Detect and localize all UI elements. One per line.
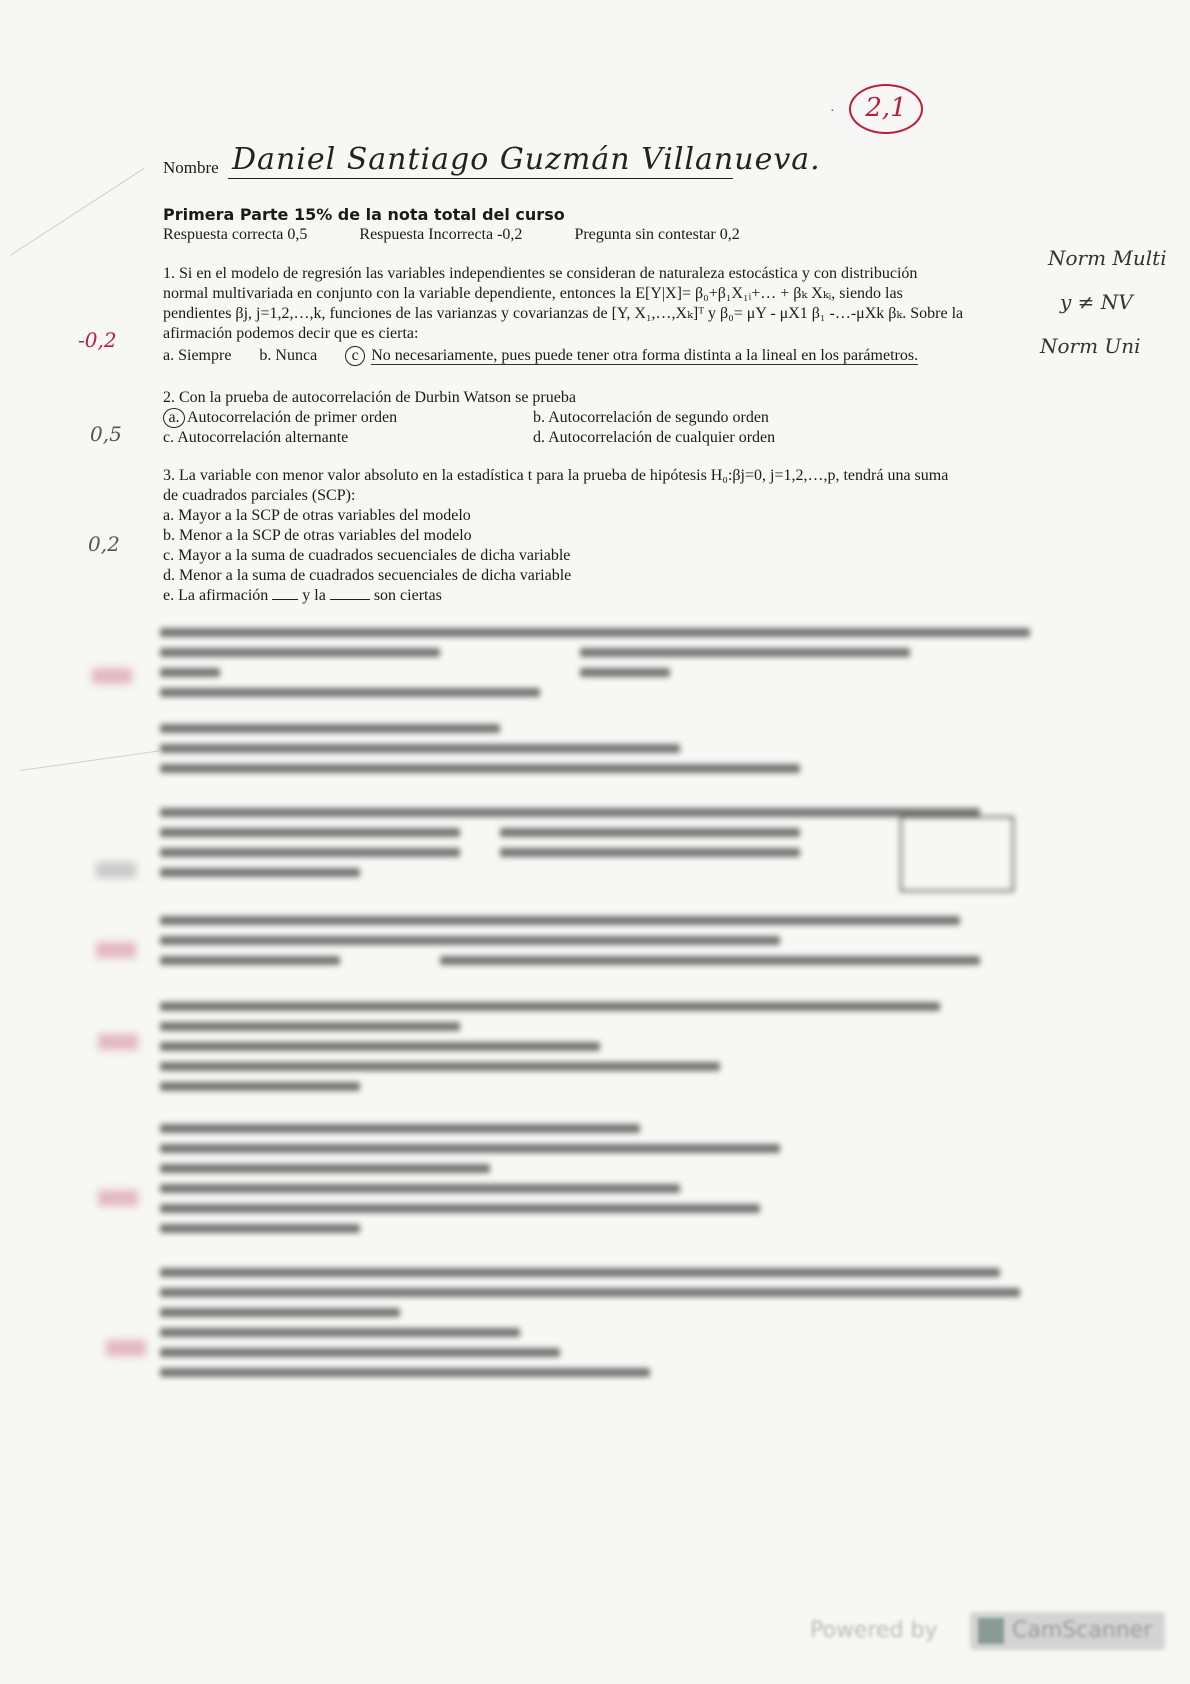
blur-line (160, 808, 980, 817)
annotation-norm-uni: Norm Uni (1040, 334, 1141, 358)
blur-line (160, 956, 340, 965)
blur-line (160, 1082, 360, 1091)
blur-line (160, 1204, 760, 1213)
blur-line (160, 628, 1030, 637)
blur-line (160, 1042, 600, 1051)
section-title: Primera Parte 15% de la nota total del curso (163, 205, 565, 224)
annotation-middle: y ≠ NV (1060, 290, 1133, 314)
question-1 (163, 264, 1043, 366)
q2-option-b[interactable]: b. Autocorrelación de segundo orden (533, 409, 769, 426)
blur-line (160, 1184, 680, 1193)
q2-options-row-1 (163, 408, 1043, 428)
blur-line (160, 1002, 940, 1011)
q3-option-c[interactable]: c. Mayor a la suma de cuadrados secuenciales de dicha variable (163, 547, 571, 564)
blur-line (160, 1268, 1000, 1277)
name-label: Nombre (163, 158, 219, 177)
blur-line (160, 828, 460, 837)
q1-option-c[interactable] (345, 346, 918, 366)
selected-answer-circle: a. (163, 408, 185, 428)
blur-line (160, 1022, 460, 1031)
question-3 (163, 466, 1043, 606)
blur-line (160, 1062, 720, 1071)
blurred-grade-mark (106, 1340, 146, 1356)
blur-line (160, 1328, 520, 1337)
q1-option-a[interactable]: a. Siempre (163, 347, 232, 364)
blurred-grade-mark (98, 1034, 138, 1050)
q2-options-row-2 (163, 428, 1043, 448)
q3-option-e-part-2: y la (302, 587, 326, 604)
blur-line (160, 1224, 360, 1233)
annotation-norm-multi: Norm Multi (1048, 246, 1167, 270)
blur-line (160, 1288, 1020, 1297)
rule-correct: Respuesta correcta 0,5 (163, 226, 308, 243)
q2-option-a[interactable] (163, 408, 533, 428)
student-name: Daniel Santiago Guzmán Villanueva. (232, 142, 821, 177)
q3-option-b[interactable]: b. Menor a la SCP de otras variables del modelo (163, 527, 472, 544)
q1-line-4: afirmación podemos decir que es cierta: (163, 325, 419, 342)
blank-2 (330, 599, 370, 600)
rule-unanswered: Pregunta sin contestar 0,2 (574, 226, 740, 243)
blur-line (160, 764, 800, 773)
blur-line (160, 1124, 640, 1133)
blur-line (160, 936, 780, 945)
blur-line (160, 744, 680, 753)
q3-grade-mark: 0,2 (88, 532, 120, 556)
q3-option-d[interactable]: d. Menor a la suma de cuadrados secuenciales de dicha variable (163, 567, 572, 584)
selected-answer-circle: c (345, 346, 365, 366)
q2-option-a-text: Autocorrelación de primer orden (187, 409, 398, 426)
q1-options (163, 346, 1043, 366)
q3-option-e-part-1: e. La afirmación (163, 587, 269, 604)
q2-grade-mark: 0,5 (90, 422, 122, 446)
camscanner-logo-icon (978, 1618, 1004, 1644)
blur-line (160, 1308, 400, 1317)
name-underline (228, 178, 733, 179)
blurred-grade-mark (96, 942, 136, 958)
scoring-rules (163, 226, 788, 244)
q1-line-3: pendientes βj, j=1,2,…,k, funciones de las varianzas y covarianzas de [Y, X₁,…,Xₖ]ᵀ y β₀= μY - μX1 β₁ -…-μXk βₖ. Sobre la (163, 305, 964, 322)
blurred-grade-mark (92, 668, 132, 684)
scan-artifact (10, 168, 145, 256)
q1-option-b[interactable]: b. Nunca (259, 347, 318, 364)
q3-line-2: de cuadrados parciales (SCP): (163, 487, 356, 504)
watermark-powered-by: Powered by (810, 1618, 938, 1643)
score-tick-mark: · (830, 104, 835, 119)
blur-line (580, 668, 670, 677)
blurred-table (900, 816, 1014, 892)
q3-option-e-part-3: son ciertas (373, 587, 442, 604)
rule-incorrect: Respuesta Incorrecta -0,2 (359, 226, 523, 243)
blur-line (440, 956, 980, 965)
blur-line (160, 1164, 490, 1173)
blurred-grade-mark (98, 1190, 138, 1206)
q2-option-d[interactable]: d. Autocorrelación de cualquier orden (533, 429, 776, 446)
q2-option-c[interactable]: c. Autocorrelación alternante (163, 429, 349, 446)
blur-line (160, 848, 460, 857)
question-2 (163, 388, 1043, 448)
q1-line-2: normal multivariada en conjunto con la variable dependiente, entonces la E[Y|X]= β₀+β₁X₁ᵢ+… + βₖ Xₖᵢ, siendo las (163, 285, 903, 302)
blur-line (580, 648, 910, 657)
blurred-questions-area (140, 628, 1060, 1388)
blur-line (160, 916, 960, 925)
blurred-grade-mark (96, 862, 136, 878)
blur-line (160, 648, 440, 657)
q3-option-a[interactable]: a. Mayor a la SCP de otras variables del modelo (163, 507, 471, 524)
blank-1 (272, 599, 298, 600)
blur-line (160, 1348, 560, 1357)
scan-artifact (20, 751, 159, 771)
blur-line (160, 688, 540, 697)
watermark-app-name: CamScanner (1012, 1618, 1153, 1643)
blur-line (160, 1144, 780, 1153)
blur-line (160, 724, 500, 733)
q2-stem: 2. Con la prueba de autocorrelación de Durbin Watson se prueba (163, 389, 576, 406)
q3-option-e[interactable] (163, 586, 1043, 606)
q1-grade-mark: -0,2 (78, 328, 117, 352)
blur-line (160, 1368, 650, 1377)
blur-line (500, 828, 800, 837)
q3-line-1: 3. La variable con menor valor absoluto en la estadística t para la prueba de hipótesis H₀:βj=0, j=1,2,…,p, tendrá una suma (163, 467, 949, 484)
blur-line (500, 848, 800, 857)
q1-line-1: 1. Si en el modelo de regresión las variables independientes se consideran de naturaleza estocástica y con distribución (163, 265, 918, 282)
blur-line (160, 868, 360, 877)
score-circle: 2,1 (849, 84, 923, 134)
q1-option-c-text: No necesariamente, pues puede tener otra forma distinta a la lineal en los parámetros. (371, 347, 919, 364)
blur-line (160, 668, 220, 677)
